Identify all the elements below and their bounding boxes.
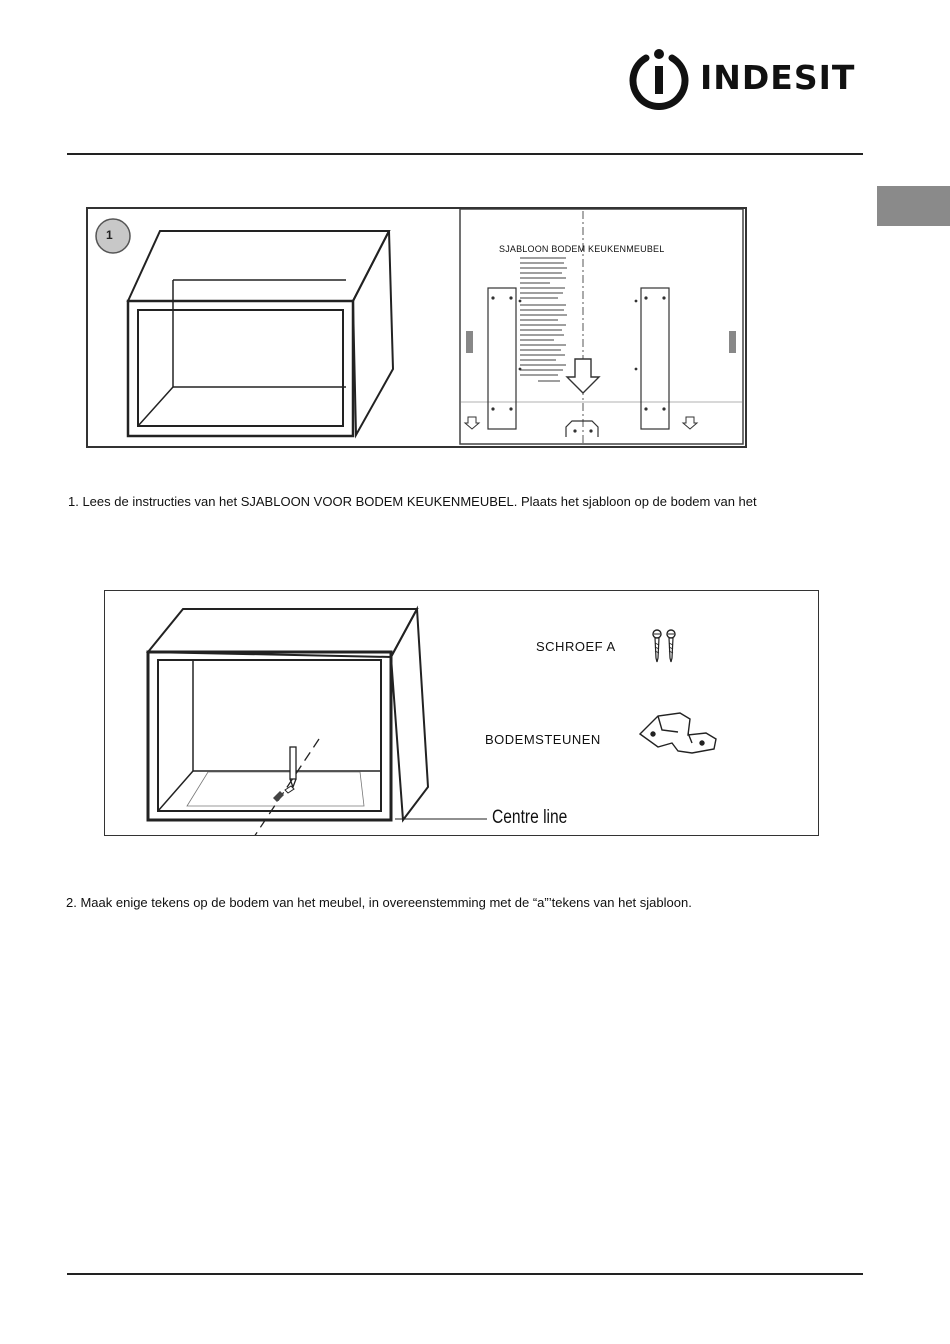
figure-1 (86, 207, 747, 448)
cabinet-marking-illustration (105, 591, 818, 835)
language-tab (877, 186, 950, 226)
step-badge: 1 (106, 228, 113, 242)
centre-line-label: Centre line (492, 807, 568, 828)
instruction-step-1: 1. Lees de instructies van het SJABLOON VOOR BODEM KEUKENMEUBEL. Plaats het sjabloon op de bodem van het (68, 494, 757, 509)
brand-name: INDESIT (700, 58, 856, 97)
template-title: SJABLOON BODEM KEUKENMEUBEL (499, 244, 665, 254)
power-symbol-icon (624, 46, 694, 110)
screw-icon (653, 630, 675, 662)
bracket-icon (640, 713, 716, 753)
instruction-step-2: 2. Maak enige tekens op de bodem van het meubel, in overeenstemming met de “a”’tekens van het sjabloon. (66, 895, 692, 910)
brand-logo (624, 46, 860, 110)
footer-rule (67, 1273, 863, 1275)
figure-2 (104, 590, 819, 836)
bracket-label: BODEMSTEUNEN (485, 732, 601, 747)
screw-label: SCHROEF A (536, 639, 616, 654)
header-rule (67, 153, 863, 155)
